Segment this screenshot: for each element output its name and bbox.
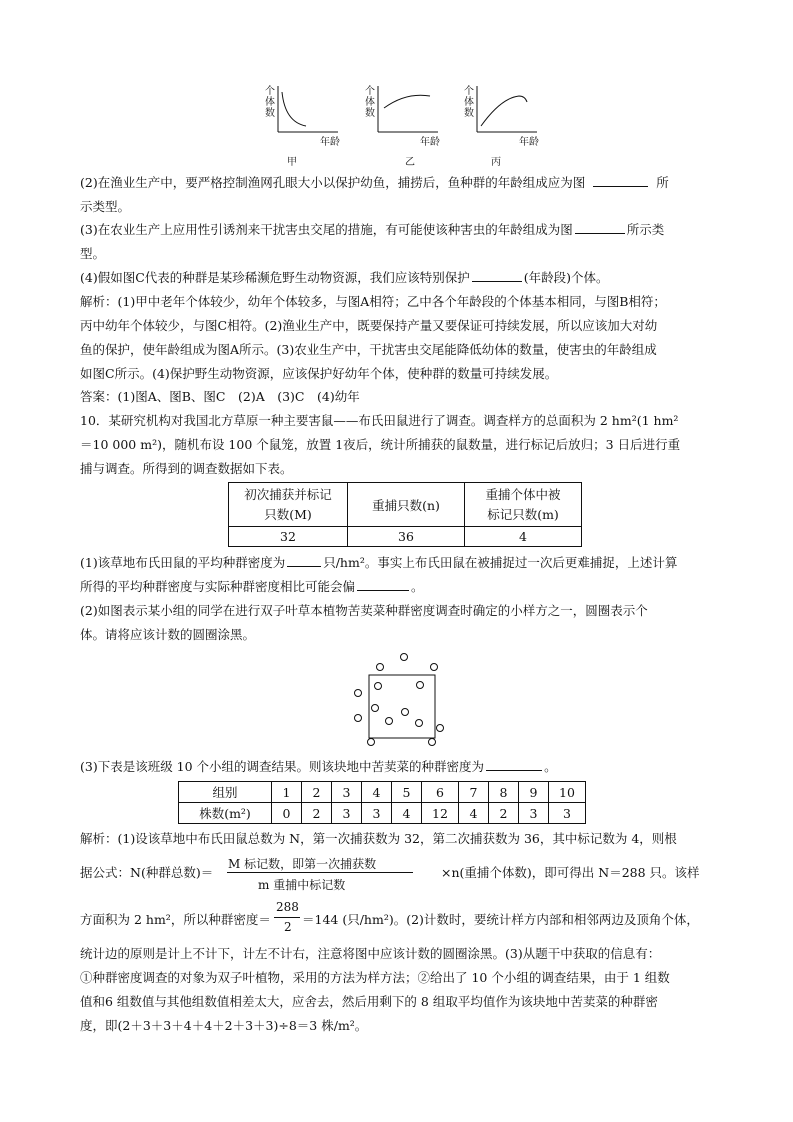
formula-denominator: m 重捕中标记数 <box>258 878 346 892</box>
table1-value-m: 4 <box>465 527 582 547</box>
sub3-density-blank[interactable] <box>486 758 542 771</box>
sub2-line2: 体。请将应该计数的圆圈涂黑。 <box>80 627 256 642</box>
graph-jia <box>276 84 346 139</box>
graph-yi <box>376 84 446 139</box>
analysis2-line4: 统计边的原则是计上不计下，计左不计右，注意将图中应该计数的圆圈涂黑。(3)从题干中获取的信息有： <box>80 946 661 961</box>
table2-count-cell: 2 <box>489 803 519 824</box>
table2-count-cell: 2 <box>302 803 332 824</box>
q4-line: (4)假如图C代表的种群是某珍稀濒危野生动物资源，我们应该特别保护 (年龄段)个体。 <box>80 270 609 285</box>
graph-bing-caption: 丙 <box>491 157 501 168</box>
quadrat-figure <box>350 648 460 748</box>
graph-bing-x-label: 年龄 <box>519 137 539 148</box>
density-fraction-bar <box>274 917 300 918</box>
table1-header-m: 重捕个体中被 标记只数(m) <box>465 483 582 527</box>
sub1-density-blank[interactable] <box>287 554 321 567</box>
analysis1-line2: 丙中幼年个体较少，与图C相符。(2)渔业生产中，既要保持产量又要保证可持续发展，所以应该加大对幼 <box>80 318 658 333</box>
table2-group-cell: 2 <box>302 782 332 803</box>
analysis1-line3: 鱼的保护，使年龄组成为图A所示。(3)农业生产中，干扰害虫交尾能降低幼体的数量，使害虫的年龄组成 <box>80 342 657 357</box>
sub2-line1: (2)如图表示某小组的同学在进行双子叶草本植物苦荬菜种群密度调查时确定的小样方之一，圆圈表示个 <box>80 603 648 618</box>
table1-value-n: 36 <box>348 527 465 547</box>
table1-value-M: 32 <box>229 527 348 547</box>
table2-group-cell: 9 <box>519 782 549 803</box>
table2-group-cell: 5 <box>392 782 422 803</box>
analysis2-line1: 解析：(1)设该草地中布氏田鼠总数为 N，第一次捕获数为 32，第二次捕获数为 36，其中标记数为 4，则根 <box>80 831 677 846</box>
analysis1-line1: 解析：(1)甲中老年个体较少，幼年个体较多，与图A相符；乙中各个年龄段的个体基本相同，与图B相符； <box>80 294 666 309</box>
answer1: 答案：(1)图A、图B、图C (2)A (3)C (4)幼年 <box>80 389 360 404</box>
table1-header-M: 初次捕获并标记 只数(M) <box>229 483 348 527</box>
table1-header-n: 重捕只数(n) <box>348 483 465 527</box>
table2-row1-label: 组别 <box>179 782 272 803</box>
graph-yi-y-label: 个 体 数 <box>365 86 375 119</box>
graph-yi-caption: 乙 <box>405 157 415 168</box>
table2-group-cell: 10 <box>549 782 586 803</box>
table2-group-cell: 4 <box>362 782 392 803</box>
table2-count-cell: 3 <box>362 803 392 824</box>
graph-bing-y-label: 个 体 数 <box>464 86 474 119</box>
table2-row2-label: 株数(m²) <box>179 803 272 824</box>
analysis2-line3a: 方面积为 2 hm²，所以种群密度＝ <box>80 912 271 927</box>
analysis2-formula-right: ×n(重捕个体数)，即可得出 N＝288 只。该样 <box>441 865 700 880</box>
q10-line2: ＝10 000 m²)，随机布设 100 个鼠笼，放置 1夜后，统计所捕获的鼠数量，进行标记后放归；3 日后进行重 <box>80 437 681 452</box>
mark-recapture-table <box>228 482 582 547</box>
sub1-line2: 所得的平均种群密度与实际种群密度相比可能会偏 。 <box>80 579 424 594</box>
table2-count-cell: 3 <box>519 803 549 824</box>
sub1-line1: (1)该草地布氏田鼠的平均种群密度为 只/hm²。事实上布氏田鼠在被捕捉过一次后更难捕捉，上述计算 <box>80 555 678 570</box>
graph-bing <box>475 84 545 139</box>
q10-line3: 捕与调查。所得到的调查数据如下表。 <box>80 461 293 476</box>
analysis2-line7: 度，即(2＋3＋3＋4＋4＋2＋3＋3)÷8＝3 株/m²。 <box>80 1018 368 1033</box>
density-denominator: 2 <box>284 920 292 934</box>
survey-results-table <box>178 781 586 824</box>
table2-count-cell: 4 <box>392 803 422 824</box>
table2-count-cell: 12 <box>422 803 459 824</box>
formula-numerator: M 标记数，即第一次捕获数 <box>228 857 377 871</box>
analysis2-line6: 值和6 组数值与其他组数值相差太大，应舍去，然后用剩下的 8 组取平均值作为该块地中苦荬菜的种群密 <box>80 994 658 1009</box>
table2-group-cell: 3 <box>332 782 362 803</box>
analysis2-line5: ①种群密度调查的对象为双子叶植物，采用的方法为样方法；②给出了 10 个小组的调查结果，由于 1 组数 <box>80 970 670 985</box>
table2-count-cell: 4 <box>459 803 489 824</box>
q2-line1: (2)在渔业生产中，要严格控制渔网孔眼大小以保护幼鱼，捕捞后，鱼种群的年龄组成应为图 所 <box>80 175 669 190</box>
q4-answer-blank[interactable] <box>472 269 522 282</box>
table2-group-cell: 7 <box>459 782 489 803</box>
analysis1-line4: 如图C所示。(4)保护野生动物资源，应该保护好幼年个体，使种群的数量可持续发展。 <box>80 366 558 381</box>
graph-yi-x-label: 年龄 <box>420 137 440 148</box>
sub3-line: (3)下表是该班级 10 个小组的调查结果。则该块地中苦荬菜的种群密度为 。 <box>80 759 557 774</box>
table2-count-cell: 0 <box>272 803 302 824</box>
table2-count-cell: 3 <box>549 803 586 824</box>
q2-answer-blank[interactable] <box>593 174 648 187</box>
graph-jia-caption: 甲 <box>287 157 297 168</box>
table2-count-cell: 3 <box>332 803 362 824</box>
q3-line2: 型。 <box>80 246 106 261</box>
analysis2-formula-left: 据公式：N(种群总数)＝ <box>80 865 214 880</box>
table2-group-cell: 8 <box>489 782 519 803</box>
formula-fraction-bar <box>227 872 413 873</box>
analysis2-line3b: ＝144 (只/hm²)。(2)计数时，要统计样方内部和相邻两边及顶角个体， <box>302 912 699 927</box>
q10-line1: 10．某研究机构对我国北方草原一种主要害鼠——布氏田鼠进行了调查。调查样方的总面积为 2 hm²(1 hm² <box>80 413 679 428</box>
table2-group-cell: 6 <box>422 782 459 803</box>
graph-jia-x-label: 年龄 <box>320 137 340 148</box>
graph-jia-y-label: 个 体 数 <box>265 86 275 119</box>
table2-group-cell: 1 <box>272 782 302 803</box>
q3-answer-blank[interactable] <box>575 221 625 234</box>
q3-line1: (3)在农业生产上应用性引诱剂来干扰害虫交尾的措施，有可能使该种害虫的年龄组成为图 所示类 <box>80 222 665 237</box>
sub1-bias-blank[interactable] <box>357 578 409 591</box>
q2-line2: 示类型。 <box>80 199 131 214</box>
density-numerator: 288 <box>276 900 299 914</box>
